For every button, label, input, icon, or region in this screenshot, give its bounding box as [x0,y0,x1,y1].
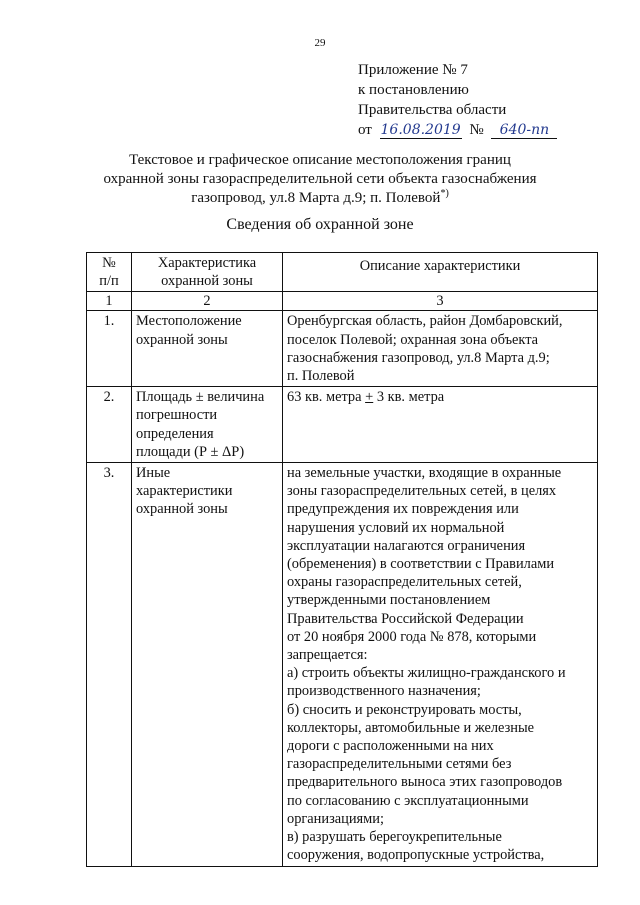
cell-line: сооружения, водопропускные устройства, [287,847,545,864]
header-description [283,253,598,292]
row-description [283,463,598,866]
cell-line: характеристики [136,483,233,500]
handwritten-number: 640-пп [491,122,557,139]
zone-info-table [86,252,598,867]
appendix-line: к постановлению [358,82,469,98]
cell-line: газоснабжения газопровод, ул.8 Марта д.9; [287,349,550,366]
appendix-line: Приложение № 7 [358,62,468,78]
cell-line: зоны газораспределительных сетей, в целях [287,483,557,500]
document-title [90,151,550,208]
cell-line: Иные [136,465,171,482]
table-row [87,311,598,387]
area-value: 63 кв. метра [287,389,366,406]
cell-line: п. Полевой [287,368,355,385]
cell-line: а) строить объекты жилищно-гражданского и [287,665,566,682]
header-text: Характеристика [157,255,257,271]
footnote-mark: *) [440,188,449,199]
cell-line: предупреждения их повреждения или [287,501,519,518]
appendix-block [358,60,557,140]
cell-line: нарушения условий их нормальной [287,519,505,536]
cell-line: от 20 ноября 2000 года № 878, которыми [287,628,537,645]
cell-line: Оренбургская область, район Домбаровский, [287,313,563,330]
title-line: Текстовое и графическое описание местоположения границ [129,152,511,168]
handwritten-date: 16.08.2019 [380,122,461,138]
cell-line: Правительства Российской Федерации [287,610,524,627]
row-number: 3. [87,463,132,866]
title-line-text: газопровод, ул.8 Марта д.9; п. Полевой [191,190,441,206]
header-text: Описание характеристики [359,258,521,274]
plus-minus-sign: + [365,389,374,406]
from-label: от [358,122,372,138]
number-label: № [469,122,484,138]
cell-line: по согласованию с эксплуатационными [287,792,529,809]
row-number: 1. [87,311,132,387]
cell-line: поселок Полевой; охранная зона объекта [287,331,539,348]
cell-line: охраны газораспределительных сетей, [287,574,522,591]
cell-line: Площадь ± величина [136,389,265,406]
column-index: 1 [87,292,132,311]
header-text: № [102,255,116,271]
cell-line: коллекторы, автомобильные и железные [287,719,535,736]
cell-line: б) сносить и реконструировать мосты, [287,701,522,718]
column-index: 3 [283,292,598,311]
table-row [87,463,598,866]
title-line: охранной зоны газораспределительной сети объекта газоснабжения [103,171,537,187]
row-number: 2. [87,387,132,463]
column-index: 2 [132,292,283,311]
row-description [283,311,598,387]
cell-line: эксплуатации налагаются ограничения [287,537,526,554]
header-characteristic [132,253,283,292]
column-index-row [87,292,598,311]
cell-line [287,388,593,406]
cell-line: на земельные участки, входящие в охранные [287,465,562,482]
cell-line: организациями; [287,810,384,827]
cell-line: охранной зоны [136,501,228,518]
cell-line: производственного назначения; [287,683,481,700]
cell-line: дороги с расположенными на них [287,738,494,755]
cell-line: определения [136,425,214,442]
table-row [87,387,598,463]
area-error: 3 кв. метра [373,389,445,406]
cell-line: погрешности [136,407,218,424]
appendix-line: Правительства области [358,102,507,118]
cell-line: предварительного выноса этих газопроводов [287,774,563,791]
cell-line: газораспределительными сетями без [287,756,512,773]
section-subtitle: Сведения об охранной зоне [226,216,414,233]
cell-line: (обременения) в соответствии с Правилами [287,556,555,573]
cell-line: охранной зоны [136,331,228,348]
row-characteristic [132,311,283,387]
cell-line: в) разрушать берегоукрепительные [287,829,502,846]
header-text: п/п [99,273,119,290]
row-characteristic [132,463,283,866]
cell-line: запрещается: [287,647,368,664]
row-characteristic [132,387,283,463]
header-text: охранной зоны [161,273,253,290]
title-line [90,189,550,208]
cell-line: площади (Р ± ΔР) [136,443,245,460]
table-header-row [87,253,598,292]
cell-line: Местоположение [136,313,242,330]
row-description [283,387,598,463]
appendix-date-line [358,120,557,140]
cell-line: утвержденными постановлением [287,592,491,609]
header-number [87,253,132,292]
page-number: 29 [314,37,326,49]
